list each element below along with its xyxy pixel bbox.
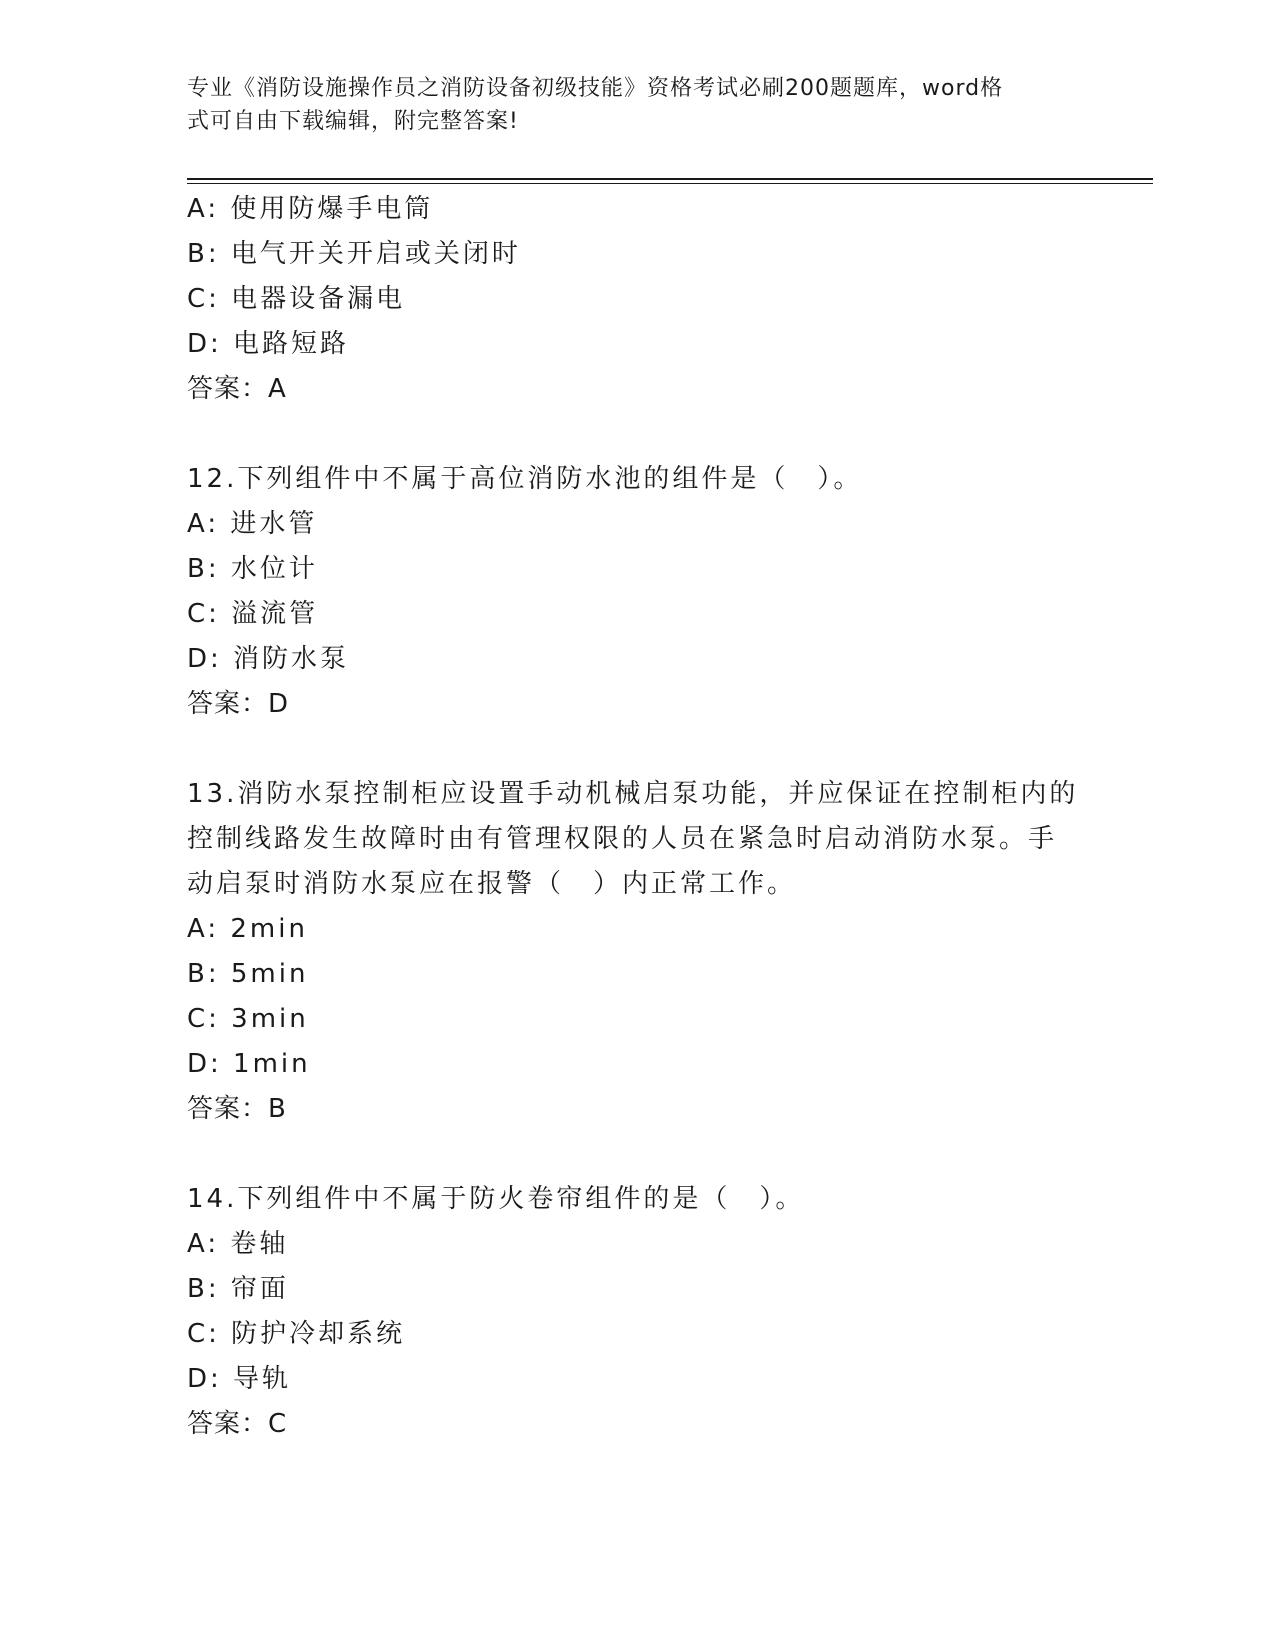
- q13-stem-line-2: 控制线路发生故障时由有管理权限的人员在紧急时启动消防水泵。手: [187, 824, 1058, 854]
- q13-option-a: A: 2min: [187, 914, 308, 944]
- q12-option-b: B: 水位计: [187, 554, 318, 584]
- q14-option-d: D: 导轨: [187, 1364, 292, 1394]
- q14-option-b: B: 帘面: [187, 1274, 289, 1304]
- header-line-1: 专业《消防设施操作员之消防设备初级技能》资格考试必刷200题题库，word格: [187, 76, 1004, 101]
- q14-stem: 14.下列组件中不属于防火卷帘组件的是（ ）。: [187, 1184, 805, 1214]
- q14-option-a: A: 卷轴: [187, 1229, 289, 1259]
- header-rule-thin: [187, 183, 1153, 184]
- prev-option-a: A: 使用防爆手电筒: [187, 194, 434, 224]
- header-line-2: 式可自由下载编辑，附完整答案!: [187, 109, 519, 134]
- q13-option-d: D: 1min: [187, 1049, 311, 1079]
- q12-stem: 12.下列组件中不属于高位消防水池的组件是（ ）。: [187, 464, 863, 494]
- q13-stem-line-3: 动启泵时消防水泵应在报警（ ）内正常工作。: [187, 869, 797, 899]
- header-rule-thick: [187, 178, 1153, 180]
- prev-answer: 答案：A: [187, 374, 287, 404]
- q13-option-b: B: 5min: [187, 959, 309, 989]
- q14-option-c: C: 防护冷却系统: [187, 1319, 406, 1349]
- q12-option-a: A: 进水管: [187, 509, 318, 539]
- q13-stem-line-1: 13.消防水泵控制柜应设置手动机械启泵功能，并应保证在控制柜内的: [187, 779, 1079, 809]
- q12-option-c: C: 溢流管: [187, 599, 319, 629]
- q13-answer: 答案：B: [187, 1094, 287, 1124]
- prev-option-c: C: 电器设备漏电: [187, 284, 406, 314]
- q13-option-c: C: 3min: [187, 1004, 309, 1034]
- q12-answer: 答案：D: [187, 689, 290, 719]
- q12-option-d: D: 消防水泵: [187, 644, 350, 674]
- document-header: [187, 72, 1067, 138]
- q14-answer: 答案：C: [187, 1409, 288, 1439]
- prev-option-d: D: 电路短路: [187, 329, 350, 359]
- prev-option-b: B: 电气开关开启或关闭时: [187, 239, 521, 269]
